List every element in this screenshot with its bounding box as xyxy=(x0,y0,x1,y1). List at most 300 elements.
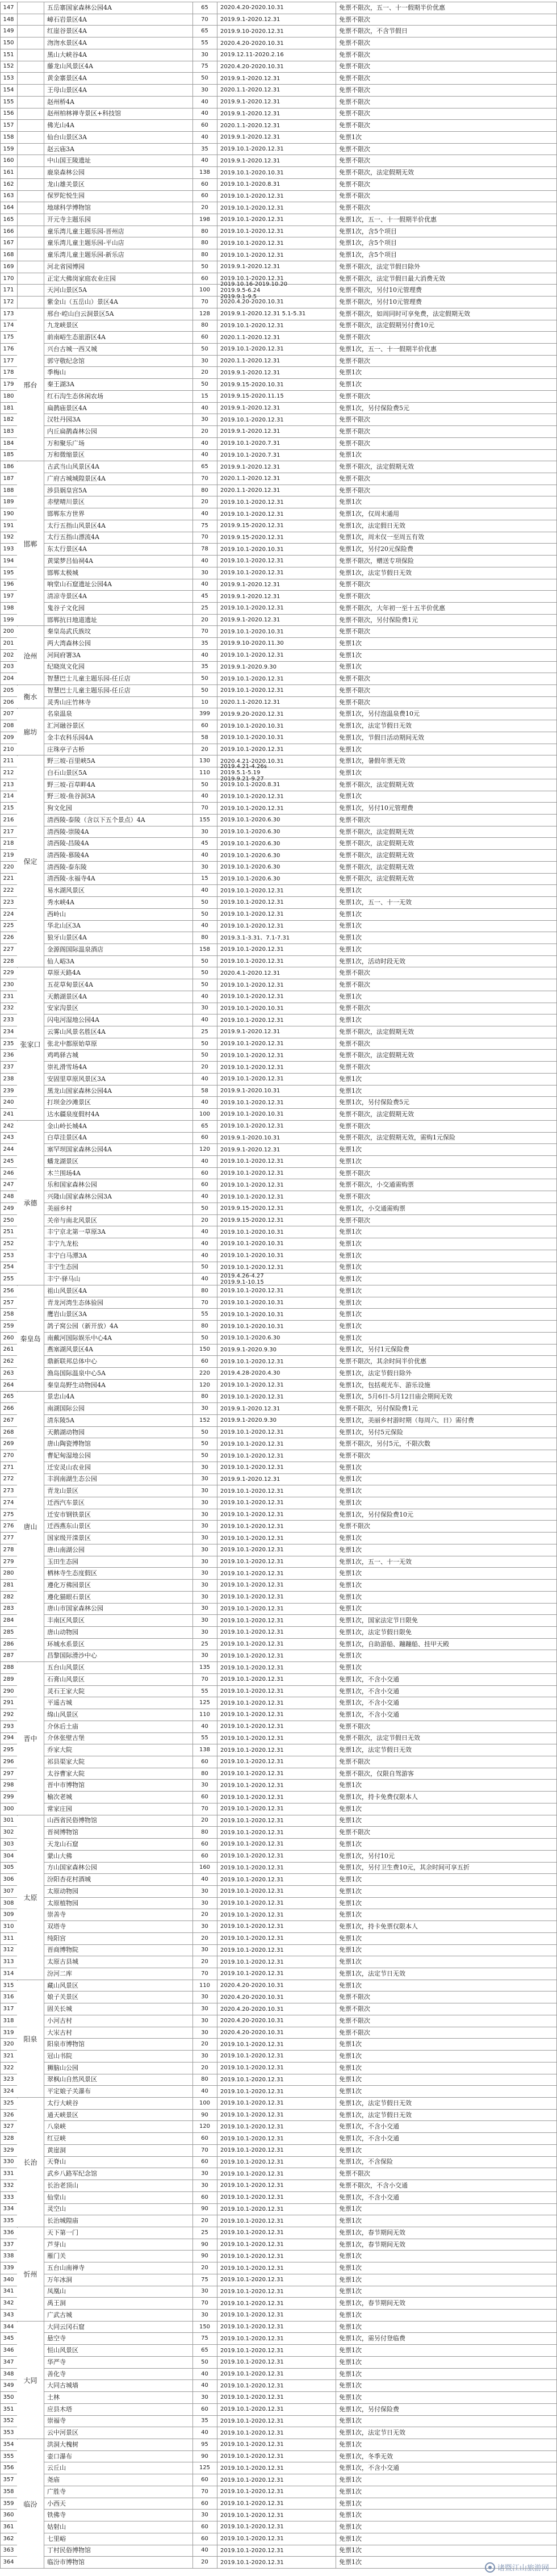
scenic-name: 鸽子窝公园（新开放）4A xyxy=(47,1322,118,1330)
row-number: 245 xyxy=(3,1158,14,1164)
valid-dates: 2019.10.1-2020.12.31 xyxy=(220,1723,284,1730)
policy-note: 免票1次 xyxy=(339,2382,362,2390)
table-row xyxy=(0,1768,557,1780)
city-group-label: 唐山 xyxy=(17,1392,44,1663)
ticket-price: 35 xyxy=(201,663,208,670)
row-number: 247 xyxy=(3,1181,14,1188)
policy-note: 免票不限次，法定假期另付费10元 xyxy=(339,322,434,329)
ticket-price: 20 xyxy=(201,2265,208,2271)
row-number: 179 xyxy=(3,381,14,388)
row-number: 209 xyxy=(3,734,14,741)
valid-dates: 2019.10.1-2020.12.31 xyxy=(220,2347,284,2354)
table-row xyxy=(0,2,557,14)
scenic-name: 清凉寺景区4A xyxy=(47,592,87,600)
valid-dates: 2019.10.1-2020.12.31 xyxy=(220,1264,284,1271)
row-number: 227 xyxy=(3,946,14,953)
table-row xyxy=(0,1427,557,1439)
row-number: 265 xyxy=(3,1393,14,1400)
table-row xyxy=(0,520,557,532)
valid-dates: 2020.4.20-2020.10.31 xyxy=(220,2006,284,2013)
row-number: 353 xyxy=(3,2429,14,2436)
policy-note: 免票不限次，法定节假日除外 xyxy=(339,262,420,270)
valid-dates: 2019.10.1-2020.10.31 xyxy=(220,1111,284,1118)
policy-note: 免票1次 xyxy=(339,1534,362,1542)
ticket-price: 20 xyxy=(201,204,208,211)
ticket-price: 20 xyxy=(201,2041,208,2048)
policy-note: 免票1次，另付保险费5元 xyxy=(339,1099,409,1107)
policy-note: 免票1次 xyxy=(339,1275,362,1283)
valid-dates: 2019.10.1-2020.12.31 xyxy=(220,1452,284,1459)
policy-note: 免票1次 xyxy=(339,992,362,1000)
scenic-name: 地球科学博物馆 xyxy=(47,204,91,212)
scenic-name: 燕塞湖风景区4A xyxy=(47,1346,93,1354)
scenic-name: 天鹅湖动物园 xyxy=(47,1428,85,1436)
policy-note: 免票不限次 xyxy=(339,2028,370,2036)
row-number: 154 xyxy=(3,86,14,93)
ticket-price: 40 xyxy=(201,133,208,140)
policy-note: 免票1次 xyxy=(339,133,362,141)
scenic-name: 鹿泉森林公园 xyxy=(47,169,85,176)
ticket-price: 30 xyxy=(201,2006,208,2013)
row-number: 311 xyxy=(3,1935,14,1942)
ticket-price: 60 xyxy=(201,723,208,729)
ticket-price: 50 xyxy=(201,345,208,352)
policy-note: 免票1次，法定节假日无效 xyxy=(339,569,412,577)
valid-dates: 2019.10.1-2020.12.31 xyxy=(220,982,284,988)
scenic-name: 太原植物园 xyxy=(47,1899,78,1907)
ticket-price: 70 xyxy=(201,1970,208,1977)
table-row xyxy=(0,1062,557,1074)
ticket-price: 20 xyxy=(201,2064,208,2071)
ticket-price: 60 xyxy=(201,193,208,199)
valid-dates: 2019.10.1-2020.12.31 xyxy=(220,899,284,906)
ticket-price: 80 xyxy=(201,1287,208,1294)
row-number: 355 xyxy=(3,2453,14,2460)
scenic-name: 平定娘子关瀑布 xyxy=(47,2087,91,2095)
valid-dates: 2019.9.1-2020.12.31 xyxy=(220,99,280,106)
table-row xyxy=(0,2274,557,2286)
policy-note: 免票1次，不含小交通 xyxy=(339,1687,399,1695)
ticket-price: 60 xyxy=(201,1181,208,1188)
row-number: 333 xyxy=(3,2194,14,2201)
ticket-price: 80 xyxy=(201,322,208,329)
row-number: 292 xyxy=(3,1711,14,1718)
policy-note: 免票不限次 xyxy=(339,15,370,23)
valid-dates: 2019.10.1-2020.12.31 xyxy=(220,1064,284,1071)
row-number: 286 xyxy=(3,1640,14,1647)
row-number: 254 xyxy=(3,1264,14,1271)
ticket-price: 40 xyxy=(201,1229,208,1235)
valid-dates: 2019.10.1-2020.6.30 xyxy=(220,840,280,847)
scenic-name: 迁西燕东山景区 xyxy=(47,1522,91,1530)
city-group-label: 大同 xyxy=(17,2322,44,2439)
scenic-name: 仙堂山 xyxy=(47,2193,66,2201)
policy-note: 免票不限次 xyxy=(339,628,370,636)
policy-note: 免票1次 xyxy=(339,2323,362,2331)
scenic-name: 天鹅湖景区4A xyxy=(47,992,87,1000)
policy-note: 免票1次 xyxy=(339,1263,362,1271)
scenic-name: 紫金山（五岳山）景区4A xyxy=(47,298,118,306)
valid-dates: 2019.10.1-2020.12.31 xyxy=(220,2076,284,2083)
policy-note: 免票1次 xyxy=(339,2146,362,2154)
row-number: 211 xyxy=(3,758,14,765)
valid-dates: 2019.10.1-2020.12.31 xyxy=(220,1017,284,1024)
ticket-price: 35 xyxy=(201,145,208,152)
scenic-name: 邢台·崆山白云洞景区5A xyxy=(47,310,114,318)
valid-dates: 2019.9.1-2020.12.31 xyxy=(220,16,280,23)
table-row xyxy=(0,2310,557,2322)
scenic-name: 丰宁白马潭3A xyxy=(47,1251,87,1259)
scenic-name: 郭守敬纪念馆 xyxy=(47,357,85,365)
valid-dates: 2019.9.1-2020.12.31 xyxy=(220,1146,280,1153)
valid-dates: 2019.10.1-2020.10.31 xyxy=(220,723,284,729)
table-row xyxy=(0,862,557,874)
table-row xyxy=(0,1803,557,1815)
valid-dates: 2019.10.1-2020.12.31 xyxy=(220,2371,284,2378)
policy-note: 免票不限次 xyxy=(339,392,370,400)
table-row xyxy=(0,556,557,567)
policy-note: 免票1次 xyxy=(339,1652,362,1660)
scenic-name: 五台山南禅寺 xyxy=(47,2264,85,2272)
policy-note: 免票不限次，法定假期无效 xyxy=(339,463,414,471)
row-number: 352 xyxy=(3,2418,14,2424)
policy-note: 免票1次 xyxy=(339,1593,362,1601)
policy-note: 免票不限次 xyxy=(339,122,370,130)
table-row xyxy=(0,2404,557,2416)
table-row xyxy=(0,932,557,944)
table-row xyxy=(0,461,557,473)
ticket-price: 60 xyxy=(201,2535,208,2542)
policy-note: 免票不限次，大年初一至十五半价优惠 xyxy=(339,604,445,612)
table-row xyxy=(0,791,557,803)
table-row xyxy=(0,2098,557,2110)
ticket-price: 60 xyxy=(201,2194,208,2201)
scenic-name: 前南峪生态旅游区4A xyxy=(47,333,106,341)
scenic-name: 木兰围场4A xyxy=(47,1169,81,1177)
valid-dates: 2019.10.1-2020.12.31 xyxy=(220,1841,284,1848)
ticket-price: 50 xyxy=(201,899,208,905)
scenic-name: 云雾山风景名胜区4A xyxy=(47,1028,106,1036)
valid-dates: 2019.10.1-2020.12.31 xyxy=(220,1900,284,1907)
valid-dates: 2020.4.20-2020.10.31 xyxy=(220,299,284,306)
valid-dates: 2019.10.1-2020.12.31 xyxy=(220,1935,284,1942)
row-number: 237 xyxy=(3,1064,14,1071)
scenic-name: 太行大峡谷 xyxy=(47,2099,78,2107)
row-number: 159 xyxy=(3,145,14,152)
ticket-price: 50 xyxy=(201,911,208,917)
policy-note: 免票1次 xyxy=(339,2417,362,2425)
row-number: 204 xyxy=(3,675,14,682)
scenic-name: 华严寺 xyxy=(47,2358,66,2366)
row-number: 235 xyxy=(3,1040,14,1047)
row-number: 314 xyxy=(3,1970,14,1977)
scenic-name: 童乐湾儿童主题乐园-晋州店 xyxy=(47,227,124,235)
valid-dates: 2019.10.1-2020.10.31 xyxy=(220,1005,284,1012)
valid-dates: 2019.10.1-2020.12.31 xyxy=(220,2512,284,2519)
table-row xyxy=(0,1333,557,1345)
valid-dates: 2019.10.1-2020.12.31 xyxy=(220,1158,284,1165)
ticket-price: 25 xyxy=(201,604,208,611)
ticket-price: 40 xyxy=(201,1276,208,1283)
row-number: 332 xyxy=(3,2182,14,2189)
ticket-price: 40 xyxy=(201,557,208,564)
ticket-price: 30 xyxy=(201,2288,208,2295)
row-number: 300 xyxy=(3,1805,14,1812)
scenic-name: 安家沟景区 xyxy=(47,1004,78,1012)
ticket-price: 128 xyxy=(199,310,211,317)
row-number: 232 xyxy=(3,1005,14,1012)
scenic-name: 汾阳杏花村酒城 xyxy=(47,1876,91,1884)
ticket-price: 30 xyxy=(201,1546,208,1553)
table-row xyxy=(0,1674,557,1686)
policy-note: 免票1次，法定节假日无效 xyxy=(339,2099,412,2107)
ticket-price: 35 xyxy=(201,2418,208,2424)
table-row xyxy=(0,1956,557,1968)
policy-note: 免票1次 xyxy=(339,2040,362,2048)
policy-note: 免票1次，五一、十一无效 xyxy=(339,898,412,906)
ticket-price: 40 xyxy=(201,887,208,894)
valid-dates: 2019.10.1-2020.12.31 xyxy=(220,911,284,918)
scenic-name: 嶂石岩景区4A xyxy=(47,15,87,23)
table-row xyxy=(0,2486,557,2498)
policy-note: 免票不限次，另付保险费1元 xyxy=(339,1405,418,1413)
row-number: 267 xyxy=(3,1417,14,1423)
valid-dates: 2019.10.1-2020.12.31 xyxy=(220,1947,284,1953)
row-number: 299 xyxy=(3,1794,14,1801)
valid-dates: 2019.10.1-2020.12.31 xyxy=(220,2359,284,2366)
policy-note: 免票1次 xyxy=(339,2347,362,2354)
valid-dates: 2019.10.1-2020.12.31 xyxy=(220,1429,284,1436)
scenic-name: 丰南区风景区 xyxy=(47,1617,85,1625)
policy-note: 免票1次，不含保险 xyxy=(339,2158,393,2166)
table-row xyxy=(0,1909,557,1921)
table-row xyxy=(0,2086,557,2098)
ticket-price: 50 xyxy=(201,75,208,82)
valid-dates: 2019.9.1-2020.12.31 xyxy=(220,428,280,435)
valid-dates: 2019.10.1-2020.12.31 xyxy=(220,1806,284,1813)
ticket-price: 70 xyxy=(201,1299,208,1306)
row-number: 273 xyxy=(3,1488,14,1494)
ticket-price: 138 xyxy=(199,169,211,176)
scenic-name: 野三坡-百草畔4A xyxy=(47,780,95,788)
row-number: 228 xyxy=(3,958,14,965)
valid-dates: 2020.1.1-2020.12.31 xyxy=(220,87,280,94)
policy-note: 免票不限次，法定节假日无效 xyxy=(339,1734,420,1742)
ticket-price: 30 xyxy=(201,2512,208,2519)
table-row xyxy=(0,1297,557,1309)
ticket-price: 90 xyxy=(201,2253,208,2260)
policy-note: 免票不限次 xyxy=(339,333,370,341)
valid-dates: 2019.10.1-2020.12.31 xyxy=(220,1052,284,1059)
scenic-name: 雁门关 xyxy=(47,2252,66,2260)
scenic-name: 芦芽山 xyxy=(47,2240,66,2248)
valid-dates: 2019.10.1-2020.12.31 xyxy=(220,1547,284,1554)
row-number: 339 xyxy=(3,2265,14,2271)
table-row xyxy=(0,1462,557,1474)
table-row xyxy=(0,26,557,37)
row-number: 248 xyxy=(3,1193,14,1200)
valid-dates: 2019.10.1-2020.12.31 xyxy=(220,1688,284,1694)
policy-note: 免票不限次 xyxy=(339,439,370,447)
valid-dates: 2020.4.20-2020.10.31 xyxy=(220,63,284,70)
ticket-price: 90 xyxy=(201,2111,208,2118)
row-number: 277 xyxy=(3,1535,14,1542)
valid-dates: 2019.9.1-2020.12.31 xyxy=(220,593,280,600)
ticket-price: 15 xyxy=(201,393,208,399)
policy-note: 免票1次 xyxy=(339,1781,362,1789)
valid-dates: 2019.10.1-2020.12.31 xyxy=(220,2536,284,2542)
ticket-price: 30 xyxy=(201,1464,208,1471)
row-number: 317 xyxy=(3,2006,14,2013)
valid-dates: 2019.10.1-2020.12.31 xyxy=(220,687,284,694)
scenic-name: 太行五指山漂流4A xyxy=(47,533,99,541)
table-row xyxy=(0,1262,557,1274)
valid-dates: 2019.10.1-2020.6.30 xyxy=(220,875,280,882)
row-number: 276 xyxy=(3,1523,14,1530)
table-row xyxy=(0,732,557,744)
scenic-name: 蟠龙湖景区 xyxy=(47,1157,78,1165)
policy-note: 免票不限次，法定假期无效 xyxy=(339,1028,414,1036)
table-row xyxy=(0,2286,557,2298)
ticket-price: 30 xyxy=(201,2394,208,2400)
table-row xyxy=(0,626,557,638)
ticket-price: 20 xyxy=(201,2218,208,2224)
scenic-name: 南戴河国际娱乐中心4A xyxy=(47,1334,112,1342)
table-row xyxy=(0,426,557,438)
policy-note: 免票1次 xyxy=(339,2311,362,2319)
scenic-name: 童乐湾儿童主题乐园-新乐店 xyxy=(47,251,124,259)
valid-dates: 2019.10.1-2020.12.31 xyxy=(220,1817,284,1824)
ticket-price: 40 xyxy=(201,440,208,446)
ticket-price: 160 xyxy=(199,1864,211,1871)
table-row xyxy=(0,1874,557,1886)
valid-dates: 2020.4.20-2020.10.31 xyxy=(220,40,284,47)
valid-dates: 2019.10.1-2020.12.31 xyxy=(220,1664,284,1671)
valid-dates: 2019.10.1-2020.12.31 xyxy=(220,1888,284,1895)
ticket-price: 65 xyxy=(201,2347,208,2354)
valid-dates: 2019.10.1-2020.12.31 xyxy=(220,1393,284,1400)
table-row xyxy=(0,2157,557,2169)
valid-dates: 2020.4.21-2020.10.31 xyxy=(220,758,284,765)
row-number: 147 xyxy=(3,4,14,11)
policy-note: 免票1次 xyxy=(339,451,362,459)
scenic-name: 白石山景区5A xyxy=(47,769,87,776)
ticket-price: 60 xyxy=(201,1134,208,1141)
policy-note: 免票1次 xyxy=(339,887,362,895)
scenic-name: 仙人峪3A xyxy=(47,957,74,965)
valid-dates: 2019.10.1-2020.12.31 xyxy=(220,1512,284,1518)
policy-note: 免票不限次 xyxy=(339,969,370,977)
policy-note: 免票1次 xyxy=(339,651,362,659)
valid-dates: 2019.10.1-2020.12.31 xyxy=(220,1559,284,1565)
row-number: 196 xyxy=(3,581,14,588)
table-row xyxy=(0,650,557,662)
ticket-price: 10 xyxy=(201,699,208,705)
valid-dates: 2019.9.1-2020.12.31 xyxy=(220,369,280,376)
row-number: 149 xyxy=(3,28,14,35)
ticket-price: 50 xyxy=(201,970,208,976)
row-number: 253 xyxy=(3,1252,14,1259)
table-row xyxy=(0,496,557,508)
scenic-name: 秀水峡4A xyxy=(47,898,74,906)
policy-note: 免票不限次，小交通需购票 xyxy=(339,1181,414,1189)
valid-dates: 2019.10.1-2020.12.31 xyxy=(220,2182,284,2189)
scenic-name: 迁西汽车景区 xyxy=(47,1498,85,1506)
policy-note: 免票不限次 xyxy=(339,427,370,435)
scenic-name: 青龙河湾生态体验园 xyxy=(47,1299,103,1306)
valid-dates: 2019.10.1-2020.12.31 xyxy=(220,2253,284,2260)
table-row xyxy=(0,1203,557,1215)
policy-note: 免票1次 xyxy=(339,2205,362,2213)
row-number: 270 xyxy=(3,1452,14,1459)
valid-dates: 2019.10.1-2020.12.31 xyxy=(220,2547,284,2554)
ticket-price: 30 xyxy=(201,2052,208,2059)
scenic-name: 阳泉市博物馆 xyxy=(47,2040,85,2048)
row-number: 165 xyxy=(3,216,14,223)
policy-note: 免票1次，含5个项目 xyxy=(339,239,397,247)
policy-note: 免票1次，春节期间无效 xyxy=(339,2228,405,2236)
scenic-name: 季梅山 xyxy=(47,369,66,377)
ticket-price: 20 xyxy=(201,616,208,623)
ticket-price: 90 xyxy=(201,2241,208,2248)
scenic-name: 榆次老城 xyxy=(47,1793,72,1801)
ticket-price: 30 xyxy=(201,1488,208,1494)
scenic-name: 内丘扁鹊森林公园 xyxy=(47,427,97,435)
row-number: 182 xyxy=(3,416,14,423)
row-number: 250 xyxy=(3,1217,14,1224)
row-number: 220 xyxy=(3,863,14,870)
ticket-price: 158 xyxy=(199,946,211,953)
ticket-price: 65 xyxy=(201,1122,208,1129)
ticket-price: 25 xyxy=(201,2229,208,2236)
city-group-label: 承德 xyxy=(17,1121,44,1285)
scenic-name: 两大湾森林公园 xyxy=(47,639,91,647)
table-row xyxy=(0,1485,557,1497)
valid-dates: 2019.10.1-2020.12.31 xyxy=(220,1911,284,1918)
table-row xyxy=(0,2204,557,2216)
scenic-name: 沕沕水景区4A xyxy=(47,39,87,47)
table-row xyxy=(0,132,557,144)
row-number: 337 xyxy=(3,2241,14,2248)
policy-note: 免票1次，含5个项目 xyxy=(339,251,397,259)
row-number: 242 xyxy=(3,1122,14,1129)
ticket-price: 58 xyxy=(201,1087,208,1094)
row-number: 155 xyxy=(3,98,14,105)
valid-dates: 2019.10.1-2020.12.31 xyxy=(220,2218,284,2224)
row-number: 187 xyxy=(3,475,14,482)
row-number: 173 xyxy=(3,310,14,317)
scenic-name: 鸡鸣驿古城 xyxy=(47,1051,78,1059)
scenic-name: 临汾市博物馆 xyxy=(47,2558,85,2566)
scenic-name: 红崖谷景区4A xyxy=(47,27,87,35)
valid-dates: 2019.9.1-2020.12.31 xyxy=(220,1029,280,1036)
valid-dates: 2019.10.1-2020.12.31 xyxy=(220,2524,284,2531)
valid-dates: 2019.10.1-2020.12.31 xyxy=(220,2206,284,2212)
table-row xyxy=(0,2345,557,2357)
ticket-price: 30 xyxy=(201,1888,208,1894)
policy-note: 免票1次，五一、十一假期半价优惠 xyxy=(339,215,437,223)
valid-dates: 2019.10.1-2020.12.31 xyxy=(220,1853,284,1860)
ticket-price: 40 xyxy=(201,1158,208,1164)
table-row xyxy=(0,2039,557,2051)
policy-note: 免票1次，法定假日无效 xyxy=(339,521,405,529)
valid-dates: 2019.10.1-2020.12.31 xyxy=(220,793,284,800)
policy-note: 免票1次 xyxy=(339,2276,362,2283)
policy-note: 免票1次，春节期间无效 xyxy=(339,2299,405,2307)
scenic-name: 赵州柏林禅寺景区+科技馆 xyxy=(47,110,122,118)
policy-note: 免票不限次 xyxy=(339,2005,370,2013)
city-group-label: 保定 xyxy=(17,756,44,967)
